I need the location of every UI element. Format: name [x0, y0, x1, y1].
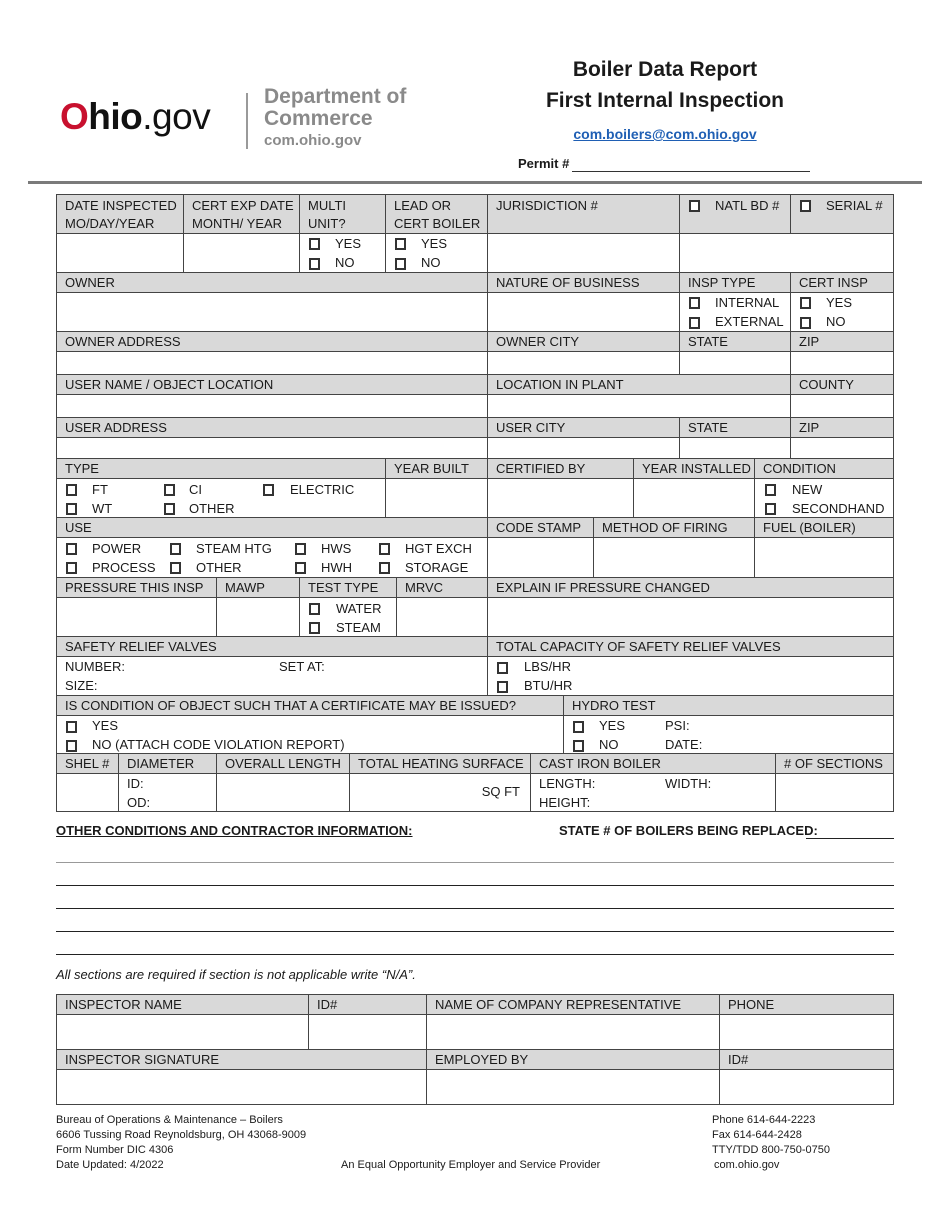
- label: DIAMETER: [127, 756, 195, 771]
- owner-address-header: [56, 331, 488, 352]
- total-capacity-options: [487, 656, 894, 696]
- label: HGT EXCH: [405, 541, 472, 556]
- fuel-input[interactable]: [754, 537, 894, 578]
- electric-checkbox[interactable]: [263, 484, 274, 496]
- date-inspected-header: [56, 194, 184, 234]
- label: HEIGHT:: [539, 795, 591, 810]
- label: WT: [92, 501, 113, 516]
- serial-checkbox[interactable]: [800, 200, 811, 212]
- location-plant-header: [487, 374, 791, 395]
- label: CERT BOILER: [394, 216, 481, 231]
- label: OWNER CITY: [496, 334, 580, 349]
- natl-serial-input[interactable]: [679, 233, 894, 273]
- label: LBS/HR: [524, 659, 571, 674]
- inspector-name-input[interactable]: [56, 1014, 309, 1050]
- nature-business-input[interactable]: [487, 292, 680, 332]
- employed-by-input[interactable]: [426, 1069, 720, 1105]
- dept-line-3: com.ohio.gov: [264, 132, 362, 150]
- user-zip-input[interactable]: [790, 437, 894, 459]
- overall-length-header: [216, 753, 350, 774]
- rep-id-header: [719, 1049, 894, 1070]
- insp-type-header: [679, 272, 791, 293]
- lbs-hr-checkbox[interactable]: [497, 662, 508, 674]
- pressure-header: [56, 577, 217, 598]
- label: ZIP: [799, 334, 820, 349]
- nature-business-header: [487, 272, 680, 293]
- footer-address: 6606 Tussing Road Reynoldsburg, OH 43068-9009: [56, 1129, 307, 1141]
- company-rep-header: [426, 994, 720, 1015]
- ci-checkbox[interactable]: [164, 484, 175, 496]
- hydro-no-checkbox[interactable]: [573, 740, 584, 752]
- footer-date-updated: Date Updated: 4/2022: [56, 1159, 164, 1171]
- label: CAST IRON BOILER: [539, 756, 661, 771]
- label: HYDRO TEST: [572, 698, 656, 713]
- owner-zip-header: [790, 331, 894, 352]
- label: NO: [335, 255, 355, 270]
- owner-zip-input[interactable]: [790, 351, 894, 375]
- use-header: [56, 517, 488, 538]
- label: USER NAME / OBJECT LOCATION: [65, 377, 274, 392]
- cert-exp-header: [183, 194, 300, 234]
- label: JURISDICTION #: [496, 198, 598, 213]
- use-other-checkbox[interactable]: [170, 562, 181, 574]
- mrvc-header: [396, 577, 488, 598]
- label: ID:: [127, 776, 144, 791]
- code-stamp-header: [487, 517, 594, 538]
- sections-input[interactable]: [775, 773, 894, 812]
- permit-input[interactable]: [572, 171, 810, 172]
- label: YES: [599, 718, 626, 733]
- safety-relief-input[interactable]: [56, 656, 488, 696]
- steam-htg-checkbox[interactable]: [170, 543, 181, 555]
- ohio-gov-logo: [60, 96, 210, 138]
- label: SERIAL #: [826, 198, 883, 213]
- certificate-yes-checkbox[interactable]: [66, 721, 77, 733]
- label: OVERALL LENGTH: [225, 756, 341, 771]
- label: ID#: [317, 997, 338, 1012]
- lead-yes-checkbox[interactable]: [395, 238, 406, 250]
- wt-checkbox[interactable]: [66, 503, 77, 515]
- label: NO: [826, 314, 846, 329]
- mrvc-input[interactable]: [396, 597, 488, 637]
- steam-checkbox[interactable]: [309, 622, 320, 634]
- user-name-input[interactable]: [56, 394, 488, 418]
- label: LENGTH:: [539, 776, 596, 791]
- boilers-replaced-label: STATE # OF BOILERS BEING REPLACED:: [559, 823, 818, 838]
- inspector-id-input[interactable]: [308, 1014, 427, 1050]
- cert-insp-options: [790, 292, 894, 332]
- multi-yes-checkbox[interactable]: [309, 238, 320, 250]
- label: SECONDHAND: [792, 501, 885, 516]
- user-city-input[interactable]: [487, 437, 680, 459]
- label: SAFETY RELIEF VALVES: [65, 639, 217, 654]
- inspector-name-header: [56, 994, 309, 1015]
- employed-by-header: [426, 1049, 720, 1070]
- label: SHEL #: [65, 756, 110, 771]
- label: YEAR BUILT: [394, 461, 469, 476]
- label: OWNER ADDRESS: [65, 334, 181, 349]
- label: NATURE OF BUSINESS: [496, 275, 640, 290]
- label: OD:: [127, 795, 151, 810]
- phone-input[interactable]: [719, 1014, 894, 1050]
- signature-header: [56, 1049, 427, 1070]
- cert-no-checkbox[interactable]: [800, 317, 811, 329]
- label: ELECTRIC: [290, 482, 355, 497]
- label: POWER: [92, 541, 142, 556]
- test-type-options: [299, 597, 397, 637]
- logo-divider: [246, 93, 248, 149]
- user-zip-header: [790, 417, 894, 438]
- lead-cert-options: [385, 233, 488, 273]
- label: DATE:: [665, 737, 703, 752]
- label: USE: [65, 520, 92, 535]
- type-options: [56, 478, 386, 518]
- header-rule: [28, 181, 922, 184]
- label: MAWP: [225, 580, 265, 595]
- label: ZIP: [799, 420, 820, 435]
- label: MRVC: [405, 580, 444, 595]
- explain-pressure-input[interactable]: [487, 597, 894, 637]
- type-header: [56, 458, 386, 479]
- label: YES: [421, 236, 448, 251]
- sections-header: [775, 753, 894, 774]
- hws-checkbox[interactable]: [295, 543, 306, 555]
- report-subtitle: First Internal Inspection: [545, 89, 785, 112]
- hydro-test-header: [563, 695, 894, 716]
- dept-line-1: Department of: [264, 85, 407, 108]
- label: CODE STAMP: [496, 520, 581, 535]
- label: TOTAL HEATING SURFACE: [358, 756, 524, 771]
- company-rep-input[interactable]: [426, 1014, 720, 1050]
- condition-options: [754, 478, 894, 518]
- year-built-header: [385, 458, 488, 479]
- power-checkbox[interactable]: [66, 543, 77, 555]
- certificate-no-checkbox[interactable]: [66, 740, 77, 752]
- cert-exp-input[interactable]: [183, 233, 300, 273]
- secondhand-checkbox[interactable]: [765, 503, 776, 515]
- lead-no-checkbox[interactable]: [395, 258, 406, 270]
- label: MO/DAY/YEAR: [65, 216, 155, 231]
- heating-surface-input[interactable]: [349, 773, 531, 812]
- user-state-input[interactable]: [679, 437, 791, 459]
- label: FT: [92, 482, 108, 497]
- label: USER CITY: [496, 420, 566, 435]
- dept-line-2: Commerce: [264, 107, 373, 131]
- label: INTERNAL: [715, 295, 780, 310]
- footer-fax: Fax 614-644-2428: [712, 1129, 802, 1141]
- label: CONDITION: [763, 461, 836, 476]
- label: OTHER: [189, 501, 235, 516]
- year-installed-header: [633, 458, 755, 479]
- user-address-input[interactable]: [56, 437, 488, 459]
- label: EXPLAIN IF PRESSURE CHANGED: [496, 580, 710, 595]
- mawp-input[interactable]: [216, 597, 300, 637]
- label: USER ADDRESS: [65, 420, 167, 435]
- label: UNIT?: [308, 216, 346, 231]
- multi-no-checkbox[interactable]: [309, 258, 320, 270]
- label: STATE: [688, 334, 728, 349]
- label: HWH: [321, 560, 353, 575]
- hydro-yes-checkbox[interactable]: [573, 721, 584, 733]
- rep-id-input[interactable]: [719, 1069, 894, 1105]
- ft-checkbox[interactable]: [66, 484, 77, 496]
- btu-hr-checkbox[interactable]: [497, 681, 508, 693]
- label: NO: [599, 737, 619, 752]
- certificate-options: [56, 715, 564, 754]
- label: LOCATION IN PLANT: [496, 377, 624, 392]
- label: PRESSURE THIS INSP: [65, 580, 204, 595]
- diameter-input[interactable]: [118, 773, 217, 812]
- county-input[interactable]: [790, 394, 894, 418]
- total-capacity-header: [487, 636, 894, 657]
- label: WIDTH:: [665, 776, 712, 791]
- owner-city-input[interactable]: [487, 351, 680, 375]
- footer-website[interactable]: com.ohio.gov: [714, 1159, 780, 1171]
- jurisdiction-header: [487, 194, 680, 234]
- email-link[interactable]: com.boilers@com.ohio.gov: [573, 126, 757, 142]
- label: YES: [335, 236, 362, 251]
- process-checkbox[interactable]: [66, 562, 77, 574]
- lead-cert-header: [385, 194, 488, 234]
- label: CI: [189, 482, 202, 497]
- label: NATL BD #: [715, 198, 780, 213]
- label: EMPLOYED BY: [435, 1052, 529, 1067]
- code-stamp-input[interactable]: [487, 537, 594, 578]
- cast-iron-input[interactable]: [530, 773, 776, 812]
- pressure-input[interactable]: [56, 597, 217, 637]
- external-checkbox[interactable]: [689, 317, 700, 329]
- certified-by-header: [487, 458, 634, 479]
- internal-checkbox[interactable]: [689, 297, 700, 309]
- explain-pressure-header: [487, 577, 894, 598]
- label: TEST TYPE: [308, 580, 379, 595]
- label: NAME OF COMPANY REPRESENTATIVE: [435, 997, 682, 1012]
- user-state-header: [679, 417, 791, 438]
- use-options: [56, 537, 488, 578]
- label: CERT EXP DATE: [192, 198, 294, 213]
- cert-insp-header: [790, 272, 894, 293]
- label: CERT INSP: [799, 275, 868, 290]
- label: DATE INSPECTED: [65, 198, 177, 213]
- label: OWNER: [65, 275, 115, 290]
- fuel-header: [754, 517, 894, 538]
- shel-header: [56, 753, 119, 774]
- owner-input[interactable]: [56, 292, 488, 332]
- serial-header: [790, 194, 894, 234]
- label: SQ FT: [481, 784, 520, 799]
- label: YEAR INSTALLED: [642, 461, 751, 476]
- logo-o: O: [60, 96, 89, 137]
- hwh-checkbox[interactable]: [295, 562, 306, 574]
- label: NEW: [792, 482, 823, 497]
- label: COUNTY: [799, 377, 854, 392]
- report-title: Boiler Data Report: [572, 58, 758, 81]
- shel-input[interactable]: [56, 773, 119, 812]
- user-city-header: [487, 417, 680, 438]
- department-logo: [264, 86, 406, 149]
- other-conditions-title: OTHER CONDITIONS AND CONTRACTOR INFORMATION:: [56, 823, 413, 838]
- new-checkbox[interactable]: [765, 484, 776, 496]
- label: NUMBER:: [65, 659, 125, 674]
- owner-state-header: [679, 331, 791, 352]
- label: HWS: [321, 541, 352, 556]
- phone-header: [719, 994, 894, 1015]
- jurisdiction-input[interactable]: [487, 233, 680, 273]
- label: FUEL (BOILER): [763, 520, 856, 535]
- label: PSI:: [665, 718, 690, 733]
- user-name-header: [56, 374, 488, 395]
- label: NO: [421, 255, 441, 270]
- hgt-exch-checkbox[interactable]: [379, 543, 390, 555]
- footer-bureau: Bureau of Operations & Maintenance – Boilers: [56, 1114, 283, 1126]
- conditions-line[interactable]: [56, 885, 894, 886]
- label: METHOD OF FIRING: [602, 520, 728, 535]
- label: YES: [92, 718, 119, 733]
- conditions-line[interactable]: [56, 931, 894, 932]
- label: INSPECTOR NAME: [65, 997, 182, 1012]
- owner-state-input[interactable]: [679, 351, 791, 375]
- year-installed-input[interactable]: [633, 478, 755, 518]
- owner-city-header: [487, 331, 680, 352]
- label: NO (ATTACH CODE VIOLATION REPORT): [92, 737, 345, 752]
- certified-by-input[interactable]: [487, 478, 634, 518]
- label: MONTH/ YEAR: [192, 216, 283, 231]
- label: TYPE: [65, 461, 99, 476]
- multi-unit-header: [299, 194, 386, 234]
- label: WATER: [336, 601, 382, 616]
- condition-header: [754, 458, 894, 479]
- signature-input[interactable]: [56, 1069, 427, 1105]
- footer-phone: Phone 614-644-2223: [712, 1114, 816, 1126]
- logo-gov: .gov: [142, 96, 211, 137]
- natl-bd-checkbox[interactable]: [689, 200, 700, 212]
- inspector-id-header: [308, 994, 427, 1015]
- location-plant-input[interactable]: [487, 394, 791, 418]
- county-header: [790, 374, 894, 395]
- label: STATE: [688, 420, 728, 435]
- label: INSP TYPE: [688, 275, 756, 290]
- label: PROCESS: [92, 560, 156, 575]
- year-built-input[interactable]: [385, 478, 488, 518]
- hydro-test-options: [563, 715, 894, 754]
- safety-relief-header: [56, 636, 488, 657]
- method-firing-header: [593, 517, 755, 538]
- footer-equal-opportunity: An Equal Opportunity Employer and Service Provider: [341, 1159, 601, 1171]
- conditions-line[interactable]: [56, 954, 894, 955]
- natl-bd-header: [679, 194, 791, 234]
- test-type-header: [299, 577, 397, 598]
- conditions-line[interactable]: [56, 908, 894, 909]
- label: PHONE: [728, 997, 775, 1012]
- owner-header: [56, 272, 488, 293]
- owner-address-input[interactable]: [56, 351, 488, 375]
- date-inspected-input[interactable]: [56, 233, 184, 273]
- label: BTU/HR: [524, 678, 573, 693]
- label: SET AT:: [279, 659, 325, 674]
- label: STEAM: [336, 620, 381, 635]
- label: INSPECTOR SIGNATURE: [65, 1052, 220, 1067]
- label: ID#: [728, 1052, 749, 1067]
- label: STORAGE: [405, 560, 469, 575]
- logo-hio: hio: [88, 96, 143, 137]
- label: OTHER: [196, 560, 242, 575]
- certificate-question-header: [56, 695, 564, 716]
- label: MULTI: [308, 198, 347, 213]
- conditions-line[interactable]: [56, 862, 894, 863]
- method-firing-input[interactable]: [593, 537, 755, 578]
- permit-label: Permit #: [518, 156, 570, 171]
- label: TOTAL CAPACITY OF SAFETY RELIEF VALVES: [496, 639, 781, 654]
- na-note: All sections are required if section is not applicable write “N/A”.: [56, 967, 416, 982]
- diameter-header: [118, 753, 217, 774]
- footer-form-number: Form Number DIC 4306: [56, 1144, 174, 1156]
- water-checkbox[interactable]: [309, 603, 320, 615]
- type-other-checkbox[interactable]: [164, 503, 175, 515]
- label: SIZE:: [65, 678, 98, 693]
- mawp-header: [216, 577, 300, 598]
- label: # OF SECTIONS: [784, 756, 883, 771]
- label: CERTIFIED BY: [496, 461, 586, 476]
- label: YES: [826, 295, 853, 310]
- heating-surface-header: [349, 753, 531, 774]
- multi-unit-options: [299, 233, 386, 273]
- cert-yes-checkbox[interactable]: [800, 297, 811, 309]
- boilers-replaced-input[interactable]: [806, 838, 894, 839]
- cast-iron-header: [530, 753, 776, 774]
- storage-checkbox[interactable]: [379, 562, 390, 574]
- label: EXTERNAL: [715, 314, 784, 329]
- label: IS CONDITION OF OBJECT SUCH THAT A CERTIFICATE MAY BE ISSUED?: [65, 698, 516, 713]
- footer-tty: TTY/TDD 800-750-0750: [712, 1144, 830, 1156]
- user-address-header: [56, 417, 488, 438]
- insp-type-options: [679, 292, 791, 332]
- label: LEAD OR: [394, 198, 452, 213]
- overall-length-input[interactable]: [216, 773, 350, 812]
- label: STEAM HTG: [196, 541, 272, 556]
